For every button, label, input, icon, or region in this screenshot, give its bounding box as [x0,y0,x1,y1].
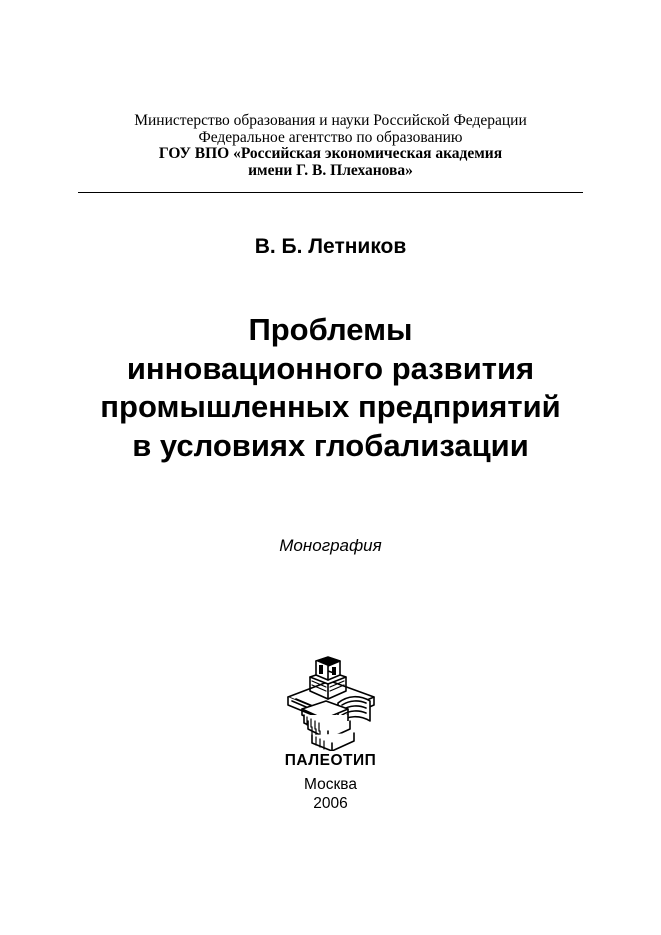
genre-label: Монография [279,536,382,555]
title-line-2: инновационного развития [126,350,535,386]
institution-line-2: имени Г. В. Плеханова» [248,161,413,179]
publisher-name: ПАЛЕОТИП [284,752,377,769]
institution-header [0,113,661,179]
publisher-city: Москва [304,776,357,793]
institution-line-1: ГОУ ВПО «Российская экономическая академия [158,145,503,162]
agency-line: Федеральное агентство по образованию [198,128,463,146]
title-line-1: Проблемы [248,312,413,347]
ministry-line: Министерство образования и науки Российской Федерации [134,112,527,129]
header-divider [78,192,583,193]
title-line-3: промышленных предприятий [100,389,561,424]
publication-year: 2006 [313,795,348,812]
books-stack-logo-icon [282,651,378,751]
book-title [0,311,661,465]
author-name: В. Б. Летников [254,235,407,258]
title-line-4: в условиях глобализации [132,427,529,463]
